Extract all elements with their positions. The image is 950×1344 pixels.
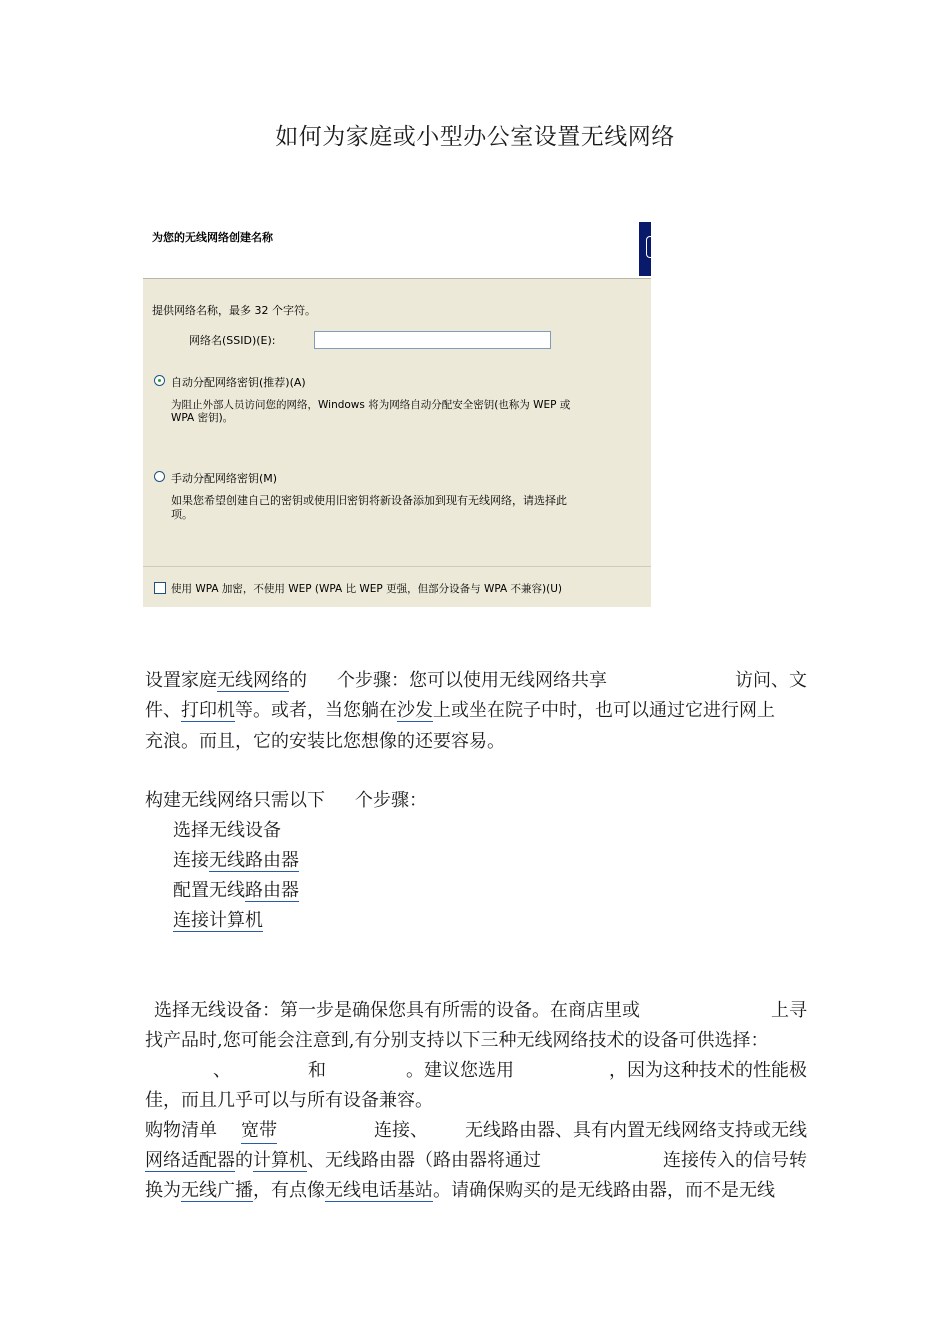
step-2: 连接无线路由器: [173, 850, 299, 871]
ssid-label: 网络名(SSID)(E):: [189, 334, 276, 347]
ssid-input[interactable]: [314, 331, 551, 349]
wpa-label[interactable]: 使用 WPA 加密，不使用 WEP (WPA 比 WEP 更强，但部分设备与 WPA 不兼容)(U): [171, 583, 562, 595]
wizard-header: [143, 222, 651, 279]
auto-key-desc-line1: 为阻止外部人员访问您的网络，Windows 将为网络自动分配安全密钥(也称为 WEP 或: [171, 399, 571, 411]
wizard-banner-icon: [639, 222, 651, 276]
p1-line2: 件、打印机等。或者，当您躺在沙发上或坐在院子中时，也可以通过它进行网上: [145, 700, 775, 721]
p1-line1: 设置家庭无线网络的 个步骤：您可以使用无线网络共享 访问、文: [145, 670, 807, 691]
auto-key-desc-line2: WPA 密钥)。: [171, 412, 234, 424]
link-wireless-network[interactable]: 无线网络: [217, 670, 289, 691]
auto-key-label[interactable]: 自动分配网络密钥(推荐)(A): [171, 376, 306, 389]
step-4: [173, 909, 835, 933]
wizard-separator: [143, 566, 651, 567]
wizard-intro: 提供网络名称，最多 32 个字符。: [152, 304, 316, 317]
link-wireless-broadcast[interactable]: 无线广播: [181, 1180, 253, 1201]
manual-key-radio[interactable]: [154, 471, 165, 482]
link-printer[interactable]: 打印机: [181, 700, 235, 721]
p3-line4: 佳，而且几乎可以与所有设备兼容。: [145, 1090, 433, 1111]
p2-intro: 构建无线网络只需以下 个步骤：: [145, 790, 427, 811]
step-1: 选择无线设备: [173, 820, 281, 841]
link-cordless-phone-base[interactable]: 无线电话基站: [325, 1180, 433, 1201]
p3-line5: 购物清单 宽带 连接、 无线路由器、具有内置无线网络支持或无线: [145, 1119, 807, 1143]
p3-line7: 换为无线广播，有点像无线电话基站。请确保购买的是无线路由器，而不是无线: [145, 1180, 775, 1201]
link-broadband[interactable]: 宽带: [241, 1119, 277, 1144]
p3-line2: 找产品时,您可能会注意到,有分别支持以下三种无线网络技术的设备可供选择：: [145, 1030, 769, 1051]
auto-key-radio[interactable]: [154, 375, 165, 386]
p3-line1: 选择无线设备：第一步是确保您具有所需的设备。在商店里或 上寻: [154, 1000, 807, 1021]
link-router[interactable]: 路由器: [245, 880, 299, 901]
p3-line3: 、 和 。建议您选用 ，因为这种技术的性能极: [213, 1060, 807, 1081]
manual-key-label[interactable]: 手动分配网络密钥(M): [171, 472, 278, 485]
p3-line6: 网络适配器的计算机、无线路由器（路由器将通过 连接传入的信号转: [145, 1150, 807, 1171]
manual-key-desc-line1: 如果您希望创建自己的密钥或使用旧密钥将新设备添加到现有无线网络，请选择此: [171, 494, 567, 507]
link-network-adapter[interactable]: 网络适配器: [145, 1150, 235, 1171]
wizard-header-title: 为您的无线网络创建名称: [152, 231, 273, 244]
link-sofa[interactable]: 沙发: [397, 700, 433, 721]
manual-key-desc-line2: 项。: [171, 508, 193, 521]
step-3: 配置无线路由器: [173, 880, 299, 901]
link-computer[interactable]: 计算机: [253, 1150, 307, 1171]
wireless-wizard-screenshot: [143, 222, 651, 607]
p1-line3: 充浪。而且，它的安装比您想像的还要容易。: [145, 731, 505, 752]
page-title: 如何为家庭或小型办公室设置无线网络: [275, 124, 675, 150]
wpa-checkbox[interactable]: [154, 582, 166, 594]
link-wireless-router[interactable]: 无线路由器: [209, 850, 299, 871]
link-connect-computer[interactable]: 连接计算机: [173, 910, 263, 931]
